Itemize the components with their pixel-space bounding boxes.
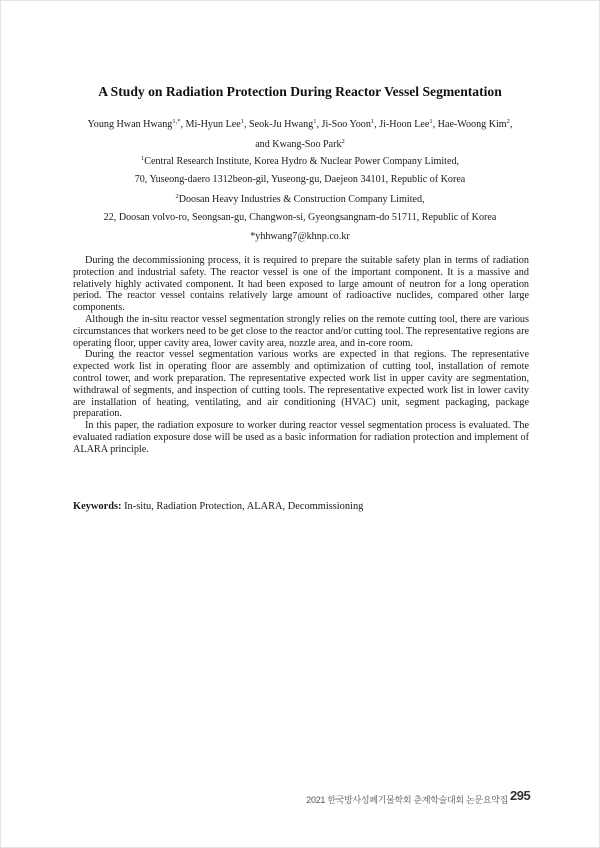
author-list-continued bbox=[0, 138, 600, 150]
keywords-list: In-situ, Radiation Protection, ALARA, Decommissioning bbox=[124, 501, 364, 512]
affiliation-text: Central Research Institute, Korea Hydro & Nuclear Power Company Limited, bbox=[144, 156, 460, 167]
author-name: Hae-Woong Kim bbox=[437, 119, 507, 130]
affiliation-1-line-2: 70, Yuseong-daero 1312beon-gil, Yuseong-gu, Daejeon 34101, Republic of Korea bbox=[134, 174, 466, 185]
affiliation-text: Doosan Heavy Industries & Construction Company Limited, bbox=[178, 194, 425, 205]
author-affiliation-mark: 1 bbox=[370, 118, 375, 125]
abstract-paragraph: During the decommissioning process, it is required to prepare the suitable safety plan in terms of radiation protection and industrial safety. The reactor vessel is one of the important component. It is a massive and relatively highly activated component. It had been exposed to large amount of neutron for a long operation period. The reactor vessel contains relatively large amount of radioactive nuclides, compared other large components. bbox=[73, 255, 529, 314]
author-name: Seok-Ju Hwang bbox=[249, 119, 314, 130]
author-affiliation-mark: 1 bbox=[429, 118, 433, 125]
affiliation-1-line-1 bbox=[0, 155, 600, 167]
footer-conference-name: 2021 한국방사성폐기물학회 춘계학술대회 논문요약집 bbox=[306, 795, 508, 805]
abstract-paragraph: In this paper, the radiation exposure to worker during reactor vessel segmentation process is evaluated. The evaluated radiation exposure dose will be used as a basic information for radiation protection and implement of ALARA principle. bbox=[73, 420, 529, 455]
abstract-body bbox=[73, 255, 529, 456]
author-name: Young Hwan Hwang bbox=[87, 119, 173, 130]
keywords bbox=[73, 501, 529, 512]
author-name: Mi-Hyun Lee bbox=[185, 119, 241, 130]
author-name: Ji-Hoon Lee bbox=[379, 119, 430, 130]
author-affiliation-mark: 2 bbox=[341, 138, 345, 145]
author-list: Young Hwan Hwang$^{1,*}$, Mi-Hyun Lee$^1$, Seok-Ju Hwang$^1$, Ji-Soo Yoon$^1$, Ji-Hoon Lee$^1$, Hae-Woong Kim$^2$, bbox=[87, 118, 513, 130]
author-name: and Kwang-Soo Park bbox=[255, 139, 342, 150]
author-affiliation-mark: 1 bbox=[240, 118, 244, 125]
affiliation-2-line-1 bbox=[0, 193, 600, 205]
abstract-paragraph: During the reactor vessel segmentation various works are expected in that regions. The representative expected work list in operating floor are assembly and optimization of cutting tool, installation of remote control tower, and work preparation. The representative expected work list in upper cavity are segmentation, withdrawal of segments, and inspection of cutting tools. The representative expected work list in lower cavity are installation of heating, ventilating, and air conditioning (HVAC) unit, segment packaging, package preparation. bbox=[73, 349, 529, 420]
corresponding-email: *yhhwang7@khnp.co.kr bbox=[250, 231, 350, 242]
page-number: 295 bbox=[510, 788, 531, 803]
affiliation-2-line-2: 22, Doosan volvo-ro, Seongsan-gu, Changwon-si, Gyeongsangnam-do 51711, Republic of Korea bbox=[103, 212, 497, 223]
author-affiliation-mark: 2 bbox=[506, 118, 510, 125]
author-name: Ji-Soo Yoon bbox=[321, 119, 371, 130]
keywords-label: Keywords: bbox=[73, 501, 122, 512]
affiliation-mark: 2 bbox=[175, 193, 179, 200]
affiliation-mark: 1 bbox=[140, 155, 145, 162]
author-affiliation-mark: 1 bbox=[313, 118, 317, 125]
paper-title: A Study on Radiation Protection During Reactor Vessel Segmentation bbox=[98, 84, 502, 99]
abstract-paragraph: Although the in-situ reactor vessel segmentation strongly relies on the remote cutting tool, there are various circumstances that workers need to be get close to the reactor and/or cutting tool. The representative regions are operating floor, upper cavity area, lower cavity area, nozzle area, and in-core room. bbox=[73, 313, 529, 349]
author-affiliation-mark: 1,* bbox=[172, 118, 181, 125]
